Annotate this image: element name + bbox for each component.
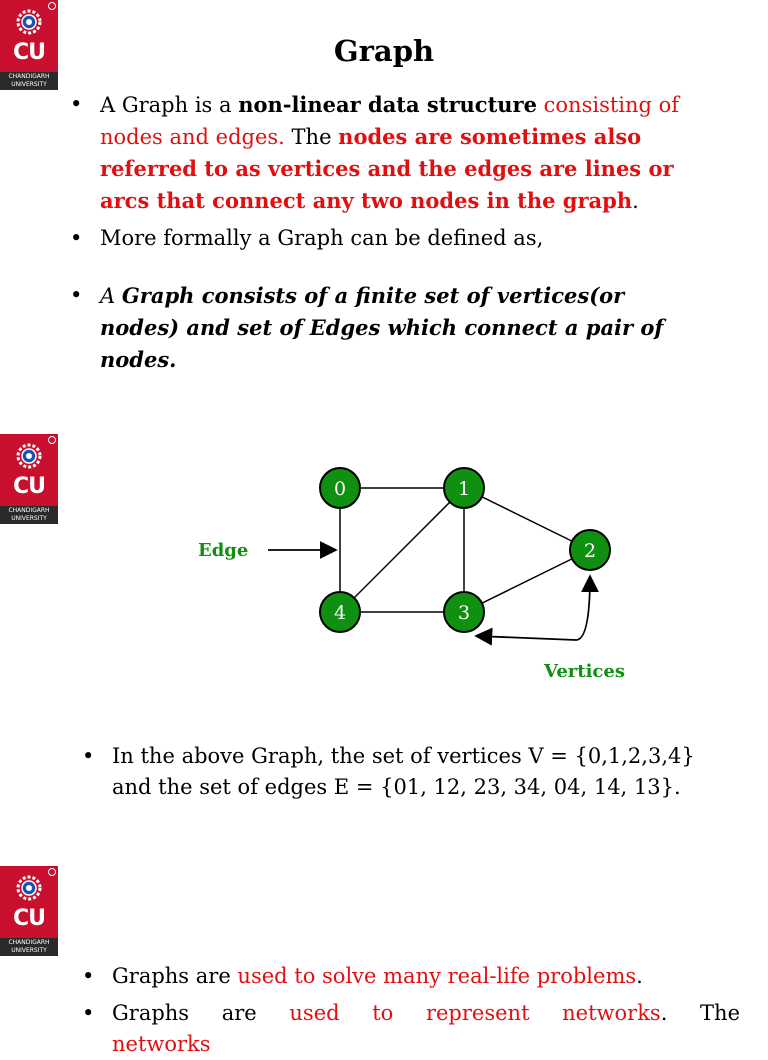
gear-emblem-icon xyxy=(8,872,50,904)
svg-text:0: 0 xyxy=(333,478,347,500)
bullet-real-life: • Graphs are used to solve many real-life problems. xyxy=(82,961,740,992)
vertex-4 xyxy=(320,592,360,632)
svg-text:3: 3 xyxy=(457,602,471,624)
svg-text:4: 4 xyxy=(333,602,347,624)
svg-text:1: 1 xyxy=(457,478,471,500)
cu-logo: CU CHANDIGARH UNIVERSITY xyxy=(0,866,58,956)
vertices-arrow-to-3 xyxy=(476,636,576,640)
bullet-definition: • A Graph is a non-linear data structure consisting of nodes and edges. The nodes are sometimes also referred to as vertices and the edges are lines or arcs that connect any two nodes in the graph. xyxy=(70,89,690,217)
cu-logo: CU CHANDIGARH UNIVERSITY xyxy=(0,434,58,524)
gear-emblem-icon xyxy=(8,440,50,472)
bullet-sets: • In the above Graph, the set of vertices V = {0,1,2,3,4} and the set of edges E = {01, 12, 23, 34, 04, 14, 13}. xyxy=(82,741,712,803)
bullet-formal: • More formally a Graph can be defined as, xyxy=(70,223,690,254)
definition-list xyxy=(70,89,690,376)
page-title: Graph xyxy=(333,34,435,68)
edge-14 xyxy=(340,488,464,612)
edge-23 xyxy=(464,550,590,612)
vertex-2 xyxy=(570,530,610,570)
applications-list xyxy=(82,961,740,1060)
vertex-1 xyxy=(444,468,484,508)
vertex-edge-sets-list xyxy=(82,741,712,803)
edge-12 xyxy=(464,488,590,550)
edge-label: Edge xyxy=(198,540,249,561)
bullet-formal-definition: • A Graph consists of a finite set of vertices(or nodes) and set of Edges which connect a pair of nodes. xyxy=(70,280,690,376)
graph-diagram xyxy=(180,458,660,698)
vertex-0 xyxy=(320,468,360,508)
svg-text:2: 2 xyxy=(583,540,597,562)
vertex-3 xyxy=(444,592,484,632)
cu-logo: CU CHANDIGARH UNIVERSITY xyxy=(0,0,58,90)
vertices-arrow-to-2 xyxy=(576,576,590,640)
bullet-networks: • Graphs are used to represent networks. The networks xyxy=(82,998,740,1060)
vertices-label: Vertices xyxy=(544,661,625,682)
